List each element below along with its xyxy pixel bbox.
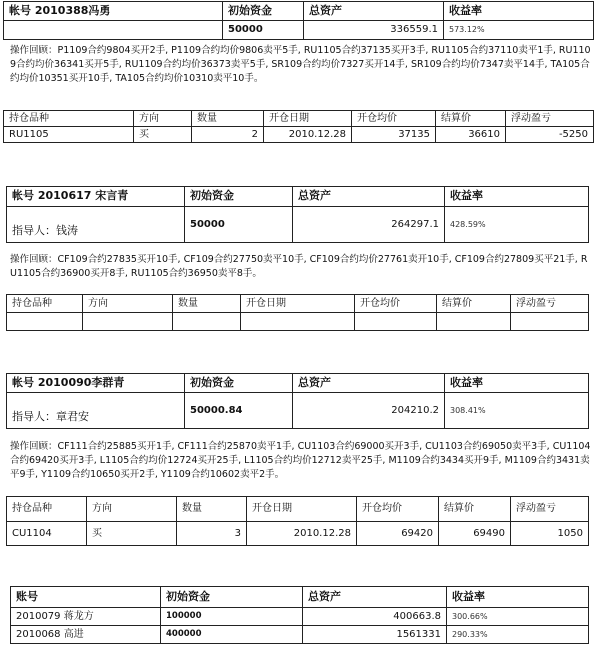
assets-label: 总资产 (293, 187, 445, 207)
account-table-2 (6, 186, 589, 243)
empty-cell (83, 313, 173, 331)
empty-cell (7, 313, 83, 331)
empty-cell (241, 313, 355, 331)
header-open-date: 开仓日期 (264, 111, 352, 127)
summary-header-account: 账号 (11, 587, 161, 608)
return-label: 收益率 (445, 374, 589, 393)
header-floating-pnl: 浮动盈亏 (511, 295, 589, 313)
operations-review-1: 操作回顾：P1109合约9804买开2手, P1109合约均价9806卖平5手, RU1105合约37135买开3手, RU1105合约37110卖平1手, RU1109合约均价36341买开5手, RU1109合约均价36373卖平5手, SR109合约均价7327买开14手, SR109合约均价7347卖平14手, TA105合约均价10351买开10手, TA105合约均价10310卖平10手。 (10, 45, 591, 84)
initial-capital: 50000 (185, 207, 293, 243)
mentor: 指导人：钱涛 (7, 207, 185, 243)
cell-floating-pnl: 1050 (511, 522, 589, 546)
position-table-2 (6, 294, 589, 331)
summary-header-return: 收益率 (447, 587, 589, 608)
header-settle-price: 结算价 (436, 111, 506, 127)
header-quantity: 数量 (173, 295, 241, 313)
cell-product: RU1105 (4, 127, 134, 143)
account-number: 帐号 2010090李群青 (7, 374, 185, 393)
return-rate: 428.59% (445, 207, 589, 243)
header-open-price: 开仓均价 (357, 497, 439, 522)
account-table-3 (6, 373, 589, 429)
cell-quantity: 3 (177, 522, 247, 546)
capital-label: 初始资金 (185, 187, 293, 207)
header-quantity: 数量 (192, 111, 264, 127)
summary-header-capital: 初始资金 (161, 587, 303, 608)
assets-label: 总资产 (293, 374, 445, 393)
return-rate: 308.41% (445, 393, 589, 429)
summary-capital: 400000 (161, 626, 303, 644)
summary-table (10, 586, 589, 644)
return-label: 收益率 (445, 187, 589, 207)
summary-header-assets: 总资产 (303, 587, 447, 608)
header-quantity: 数量 (177, 497, 247, 522)
mentor: 指导人：章君安 (7, 393, 185, 429)
header-open-date: 开仓日期 (247, 497, 357, 522)
account-table-1 (3, 1, 594, 40)
header-floating-pnl: 浮动盈亏 (506, 111, 594, 127)
cell-open-date: 2010.12.28 (264, 127, 352, 143)
capital-label: 初始资金 (223, 2, 304, 21)
empty-cell (4, 21, 223, 40)
summary-assets: 400663.8 (303, 608, 447, 626)
header-open-price: 开仓均价 (355, 295, 437, 313)
cell-open-price: 69420 (357, 522, 439, 546)
empty-cell (355, 313, 437, 331)
assets-label: 总资产 (304, 2, 444, 21)
cell-open-date: 2010.12.28 (247, 522, 357, 546)
capital-label: 初始资金 (185, 374, 293, 393)
total-assets: 336559.1 (304, 21, 444, 40)
header-open-price: 开仓均价 (352, 111, 436, 127)
empty-cell (437, 313, 511, 331)
return-rate: 573.12% (444, 21, 594, 40)
operations-review-3: 操作回顾：CF111合约25885买开1手, CF111合约25870卖平1手, CU1103合约69000买开3手, CU1103合约69050卖平3手, CU1104合约69420买开3手, L1105合约均价12724买开25手, L1105合约均价12712卖平25手, M1109合约3434买开9手, M1109合约3431卖平9手, Y1109合约10650买开2手, Y1109合约10602卖平2手。 (10, 441, 591, 480)
cell-direction: 买 (87, 522, 177, 546)
summary-account: 2010079 蒋龙方 (11, 608, 161, 626)
cell-product: CU1104 (7, 522, 87, 546)
cell-settle-price: 69490 (439, 522, 511, 546)
account-number: 帐号 2010617 宋言青 (7, 187, 185, 207)
header-product: 持仓品种 (7, 295, 83, 313)
cell-settle-price: 36610 (436, 127, 506, 143)
header-direction: 方向 (83, 295, 173, 313)
summary-return: 290.33% (447, 626, 589, 644)
operations-review-2: 操作回顾：CF109合约27835买开10手, CF109合约27750卖平10手, CF109合约均价27761卖开10手, CF109合约27809买平21手, RU1105合约36900买开8手, RU1105合约36950卖平8手。 (10, 254, 588, 279)
header-product: 持仓品种 (7, 497, 87, 522)
summary-account: 2010068 高进 (11, 626, 161, 644)
total-assets: 264297.1 (293, 207, 445, 243)
position-table-3 (6, 496, 589, 546)
header-direction: 方向 (87, 497, 177, 522)
position-table-1 (3, 110, 594, 143)
header-direction: 方向 (134, 111, 192, 127)
account-number: 帐号 2010388冯勇 (4, 2, 223, 21)
initial-capital: 50000.84 (185, 393, 293, 429)
cell-direction: 买 (134, 127, 192, 143)
total-assets: 204210.2 (293, 393, 445, 429)
initial-capital: 50000 (223, 21, 304, 40)
summary-return: 300.66% (447, 608, 589, 626)
summary-capital: 100000 (161, 608, 303, 626)
header-settle-price: 结算价 (439, 497, 511, 522)
header-open-date: 开仓日期 (241, 295, 355, 313)
header-floating-pnl: 浮动盈亏 (511, 497, 589, 522)
cell-open-price: 37135 (352, 127, 436, 143)
cell-floating-pnl: -5250 (506, 127, 594, 143)
empty-cell (173, 313, 241, 331)
summary-assets: 1561331 (303, 626, 447, 644)
header-product: 持仓品种 (4, 111, 134, 127)
return-label: 收益率 (444, 2, 594, 21)
empty-cell (511, 313, 589, 331)
header-settle-price: 结算价 (437, 295, 511, 313)
cell-quantity: 2 (192, 127, 264, 143)
